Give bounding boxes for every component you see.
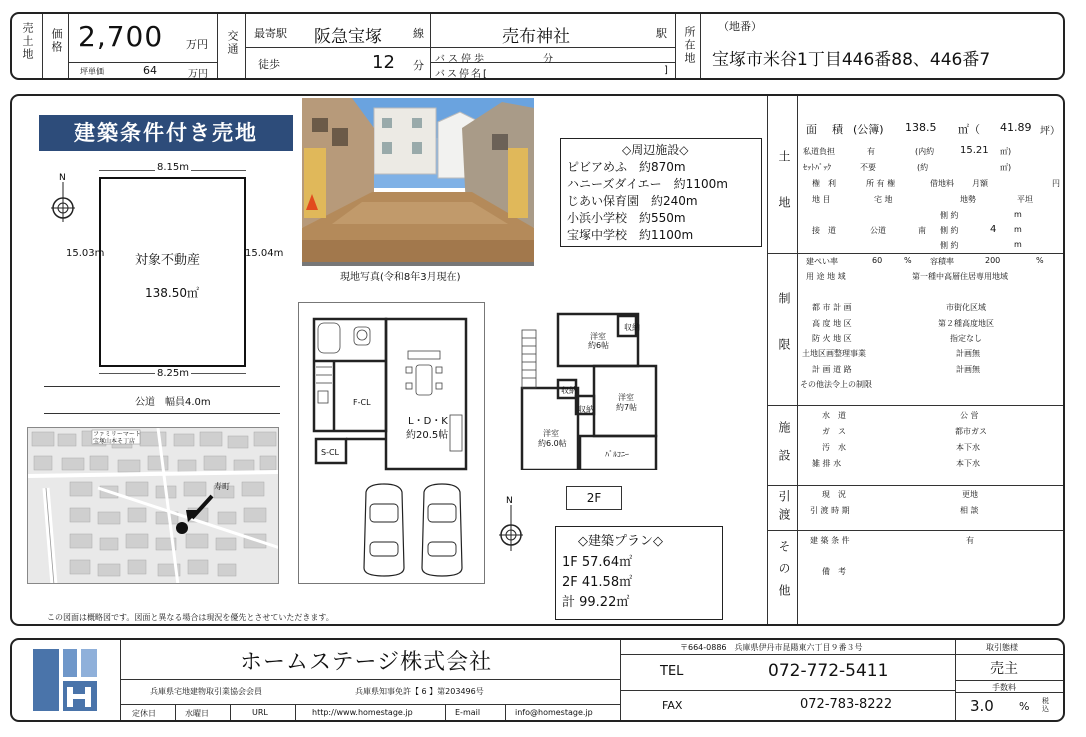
keikaku-value: 計画無 xyxy=(956,365,980,374)
plot-left-dim: 15.03m xyxy=(66,248,105,259)
photo-caption: 現地写真(令和8年3月現在) xyxy=(340,272,461,283)
tsubo-label: 坪単価 xyxy=(80,67,104,76)
gas-value: 都市ガス xyxy=(955,427,987,436)
tel-number: 072-772-5411 xyxy=(768,661,889,681)
road-unit: m xyxy=(1014,225,1022,234)
tel-label: TEL xyxy=(660,664,684,679)
far-label: 容積率 xyxy=(930,257,954,266)
keikaku-label: 計 画 道 路 xyxy=(812,365,852,374)
station-name: 売布神社 xyxy=(502,27,570,47)
holiday: 水曜日 xyxy=(185,709,209,718)
plot-area: 138.50㎡ xyxy=(145,286,199,300)
fax-label: FAX xyxy=(662,699,683,712)
north-compass-icon xyxy=(496,493,526,553)
fee-unit: % xyxy=(1019,700,1030,713)
facility-item: じあい保育園 約240m xyxy=(567,194,698,208)
far-pct: % xyxy=(1036,256,1044,265)
setback-label: ｾｯﾄﾊﾞｯｸ xyxy=(803,163,831,172)
setback-value: 不要 xyxy=(860,163,876,172)
side-label: 側 約 xyxy=(940,241,959,250)
youto-label: 用 途 地 域 xyxy=(806,272,846,281)
parking-cars xyxy=(360,482,480,578)
chimoku-label: 地 目 xyxy=(812,195,831,204)
side-unit: m xyxy=(1014,240,1022,249)
plan-title: ◇建築プラン◇ xyxy=(578,534,663,549)
private-road-inner-value: 15.21 xyxy=(960,145,989,156)
facility-item: ピビアめふ 約870m xyxy=(567,160,686,174)
plot-outline xyxy=(99,177,246,367)
road-len: 4 xyxy=(990,224,997,235)
ldk-label: L・D・K xyxy=(408,416,448,427)
location-label: 所在地 xyxy=(683,26,696,65)
handover-section-label: 引渡 xyxy=(777,490,791,526)
chiban-label: （地番） xyxy=(718,20,762,33)
disclaimer: この図面は概略図です。図面と異なる場合は現況を優先とさせていただきます。 xyxy=(47,613,334,622)
drain-value: 本下水 xyxy=(956,459,980,468)
bouka-label: 防 火 地 区 xyxy=(812,334,852,343)
build-cond-value: 有 xyxy=(966,536,974,545)
status-label: 現 況 xyxy=(822,490,846,499)
line-suffix: 線 xyxy=(413,27,424,40)
svg-text:N: N xyxy=(506,496,513,506)
area-tsubo-unit: 坪） xyxy=(1040,126,1060,137)
company-address: 〒664-0886 兵庫県伊丹市昆陽東六丁目９番３号 xyxy=(680,643,863,652)
banner: 建築条件付き売地 xyxy=(39,115,293,151)
torihiki-label: 取引態様 xyxy=(986,643,1018,652)
land-section-label: 土地 xyxy=(777,150,791,242)
road-value: 公道 xyxy=(870,226,886,235)
fee-value: 3.0 xyxy=(970,697,994,715)
price-unit: 万円 xyxy=(186,38,208,51)
facility-item: 小浜小学校 約550m xyxy=(567,211,686,225)
side-label: 側 約 xyxy=(940,211,959,220)
traffic-label: 交通 xyxy=(226,30,239,56)
road-label: 接 道 xyxy=(812,226,836,235)
bus-walk-label: バス停歩 xyxy=(435,54,487,65)
area-value: 138.5 xyxy=(905,121,937,134)
storage-label: 収納 xyxy=(578,405,594,414)
water-label: 水 道 xyxy=(822,411,846,420)
side-unit: m xyxy=(1014,210,1022,219)
plan-total: 計 99.22㎡ xyxy=(562,595,630,610)
water-value: 公 営 xyxy=(960,411,979,420)
facility-item: ハニーズダイエー 約1100m xyxy=(567,177,728,191)
walk-label: 徒歩 xyxy=(258,58,280,71)
kukaku-label: 土地区画整理事業 xyxy=(802,349,866,358)
build-cond-label: 建 築 条 件 xyxy=(810,536,850,545)
restrict-section-label: 制限 xyxy=(777,292,791,384)
kukaku-value: 計画無 xyxy=(956,349,980,358)
road-dir: 南 xyxy=(918,226,926,235)
storage-label: 収納 xyxy=(561,386,577,395)
plan-1f: 1F 57.64㎡ xyxy=(562,555,633,570)
storage-label: 収納 xyxy=(624,323,640,332)
bus-name-label: バス停名[ xyxy=(435,69,489,80)
toshi-value: 市街化区域 xyxy=(946,303,986,312)
map-marker-label: 寿町 xyxy=(214,482,230,491)
walk-unit: 分 xyxy=(413,59,424,72)
handover-value: 相 談 xyxy=(960,506,979,515)
kodo-label: 高 度 地 区 xyxy=(812,319,852,328)
walk-value: 12 xyxy=(372,52,395,73)
terrain-label: 地勢 xyxy=(960,195,976,204)
setback-inner: (約 xyxy=(917,163,929,172)
status-value: 更地 xyxy=(962,490,978,499)
price-label: 価格 xyxy=(50,28,63,54)
plan-2f: 2F 41.58㎡ xyxy=(562,575,633,590)
assoc: 兵庫県宅地建物取引業協会会員 xyxy=(150,687,262,696)
bus-name-close: ] xyxy=(664,65,668,76)
area-unit: ㎡（ xyxy=(958,123,980,136)
address: 宝塚市米谷1丁目446番88、446番7 xyxy=(712,50,991,70)
room-size: 約6.0帖 xyxy=(538,439,567,448)
map-label-1: ファミリーマート xyxy=(93,431,141,438)
area-kind: (公簿) xyxy=(853,123,884,136)
ldk-size: 約20.5帖 xyxy=(406,430,449,441)
private-road-inner-unit: ㎡) xyxy=(1000,147,1012,156)
sewage-label: 汚 水 xyxy=(822,443,846,452)
license: 兵庫県知事免許【 6 】第203496号 xyxy=(355,687,484,696)
area-tsubo: 41.89 xyxy=(1000,121,1032,134)
other-section-label: その他 xyxy=(777,540,791,606)
site-photo xyxy=(302,98,534,266)
tax-label: 税込 xyxy=(1042,697,1049,713)
area-map xyxy=(27,427,279,584)
bouka-value: 指定なし xyxy=(950,334,982,343)
other-restrict: その他法令上の制限 xyxy=(800,380,872,389)
north-compass-icon xyxy=(48,170,78,224)
facility-item: 宝塚中学校 約1100m xyxy=(567,228,694,242)
terrain-value: 平坦 xyxy=(1017,195,1033,204)
sewage-value: 本下水 xyxy=(956,443,980,452)
area-label: 面 積 xyxy=(806,123,845,136)
holiday-label: 定休日 xyxy=(132,709,156,718)
line-name: 阪急宝塚 xyxy=(314,27,382,47)
plot-top-dim: 8.15m xyxy=(157,162,190,173)
fee-label: 手数料 xyxy=(992,683,1016,692)
room-label: 洋室 xyxy=(590,332,606,341)
yen-label: 円 xyxy=(1052,179,1060,188)
bus-walk-unit: 分 xyxy=(543,54,553,65)
gas-label: ガ ス xyxy=(822,427,846,436)
chimoku-value: 宅 地 xyxy=(874,195,893,204)
room-size: 約7帖 xyxy=(616,403,638,412)
lease-label: 借地料 xyxy=(930,179,954,188)
url-label: URL xyxy=(252,708,268,717)
station-suffix: 駅 xyxy=(656,27,667,40)
url-link[interactable]: http://www.homestage.jp xyxy=(312,708,413,717)
svg-text:N: N xyxy=(59,173,66,183)
company-name: ホームステージ株式会社 xyxy=(240,650,493,675)
plot-road: 公道 幅員4.0m xyxy=(135,397,211,408)
fcl-label: F-CL xyxy=(353,398,371,407)
far-value: 200 xyxy=(985,256,1001,265)
monthly-label: 月額 xyxy=(972,179,988,188)
handover-label: 引 渡 時 期 xyxy=(810,506,850,515)
kodo-value: 第２種高度地区 xyxy=(938,319,994,328)
bcr-label: 建ぺい率 xyxy=(806,257,838,266)
scl-label: S-CL xyxy=(321,448,340,457)
bcr-value: 60 xyxy=(872,256,883,265)
plot-right-dim: 15.04m xyxy=(245,248,284,259)
fax-number: 072-783-8222 xyxy=(800,697,893,712)
remarks-label: 備 考 xyxy=(822,567,846,576)
location-arrow-icon xyxy=(172,488,222,536)
rights-value: 所 有 権 xyxy=(866,179,896,188)
plot-bottom-dim: 8.25m xyxy=(157,368,190,379)
company-logo xyxy=(33,649,98,711)
torihiki-value: 売主 xyxy=(990,661,1018,677)
map-label-2: 宝塚山本そ丁店 xyxy=(93,438,136,445)
drain-label: 雑 排 水 xyxy=(812,459,842,468)
balcony-label: ﾊﾞﾙｺﾆｰ xyxy=(605,450,629,459)
email-link[interactable]: info@homestage.jp xyxy=(515,708,593,717)
floor-2f-label: 2F xyxy=(566,486,622,510)
station-label: 最寄駅 xyxy=(254,27,287,40)
type-label: 売土地 xyxy=(21,22,34,61)
private-road-label: 私道負担 xyxy=(803,147,835,156)
facility-section-label: 施設 xyxy=(777,421,791,477)
road-side: 側 約 xyxy=(940,226,959,235)
room-size: 約6帖 xyxy=(588,341,610,350)
email-label: E-mail xyxy=(455,708,481,717)
private-road-inner: (内約 xyxy=(915,147,935,156)
youto-value: 第一種中高層住居専用地域 xyxy=(912,272,1008,281)
price-value: 2,700 xyxy=(78,20,164,53)
private-road-value: 有 xyxy=(867,147,875,156)
tsubo-value: 64 xyxy=(143,64,157,77)
plot-title: 対象不動産 xyxy=(135,253,201,268)
toshi-label: 都 市 計 画 xyxy=(812,303,852,312)
tsubo-unit: 万円 xyxy=(188,69,208,80)
bcr-pct: % xyxy=(904,256,912,265)
facilities-title: ◇周辺施設◇ xyxy=(622,143,689,157)
room-label: 洋室 xyxy=(618,393,634,402)
rights-label: 権 利 xyxy=(812,179,836,188)
room-label: 洋室 xyxy=(543,429,559,438)
setback-inner-unit: ㎡) xyxy=(1000,163,1012,172)
